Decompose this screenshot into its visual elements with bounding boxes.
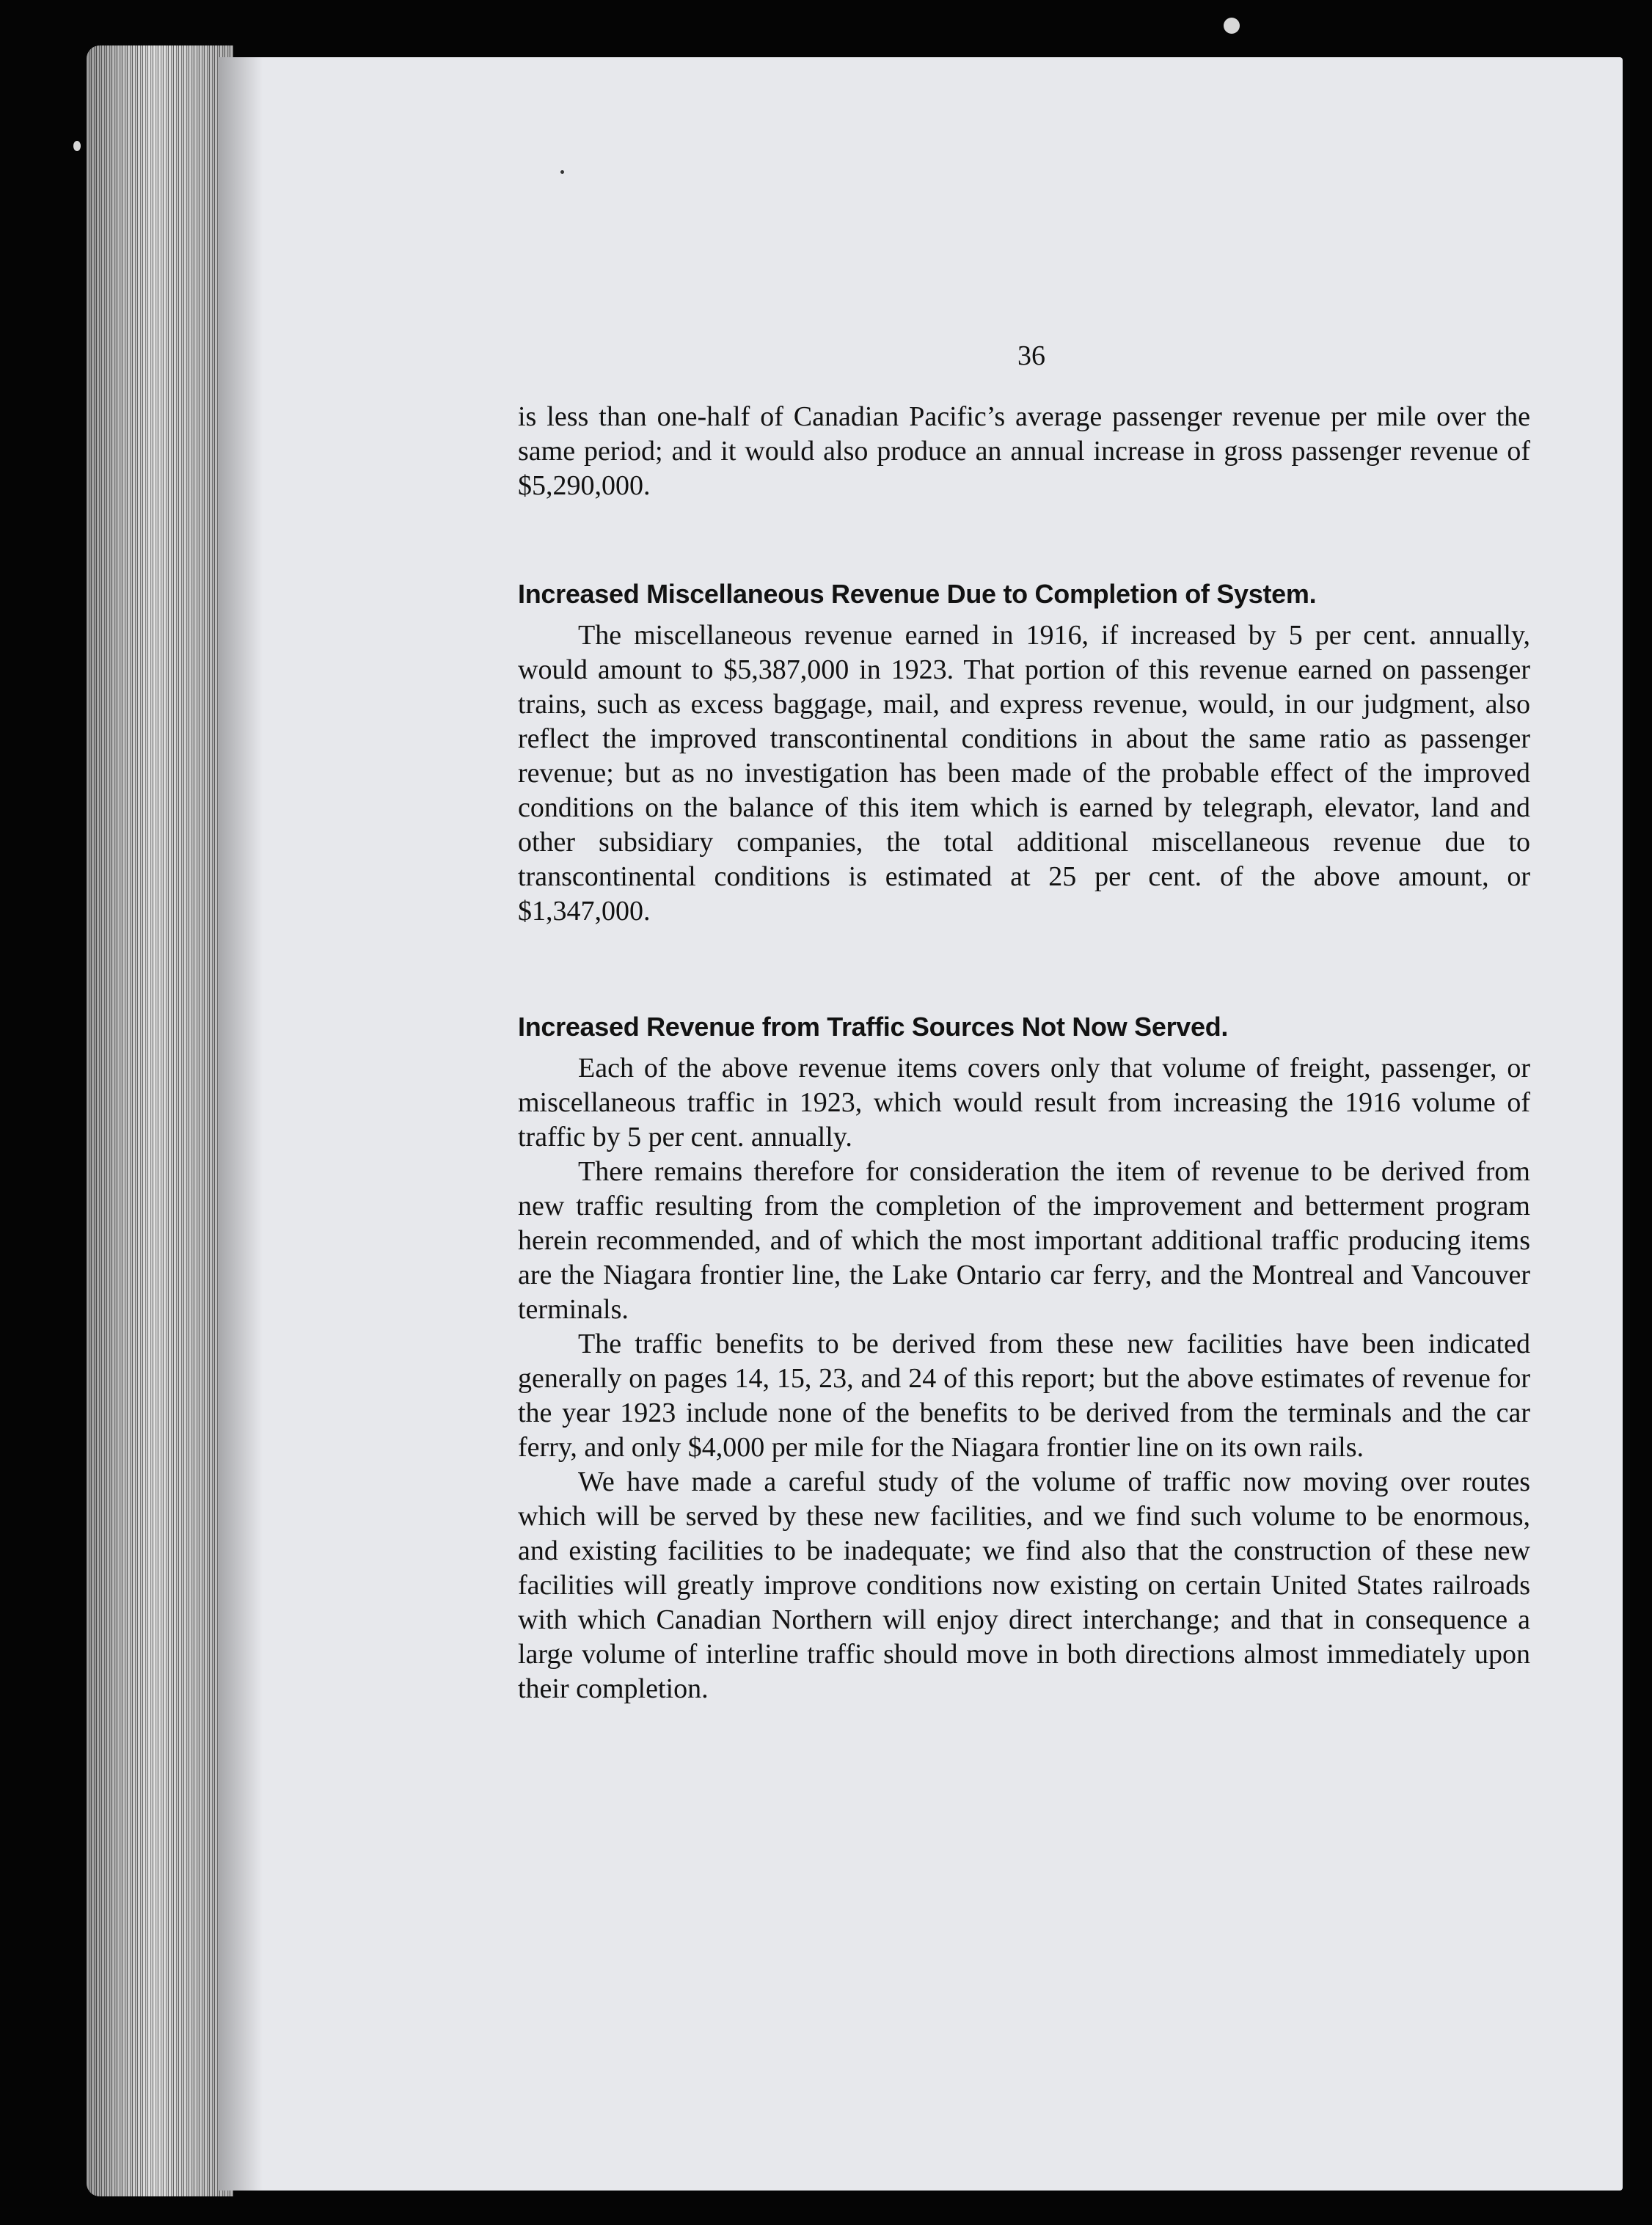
section-heading: Increased Miscellaneous Revenue Due to Completion of System. <box>518 579 1317 609</box>
dust-speck <box>560 170 564 174</box>
paragraph: We have made a careful study of the volume of traffic now moving over routes which will be served by these new facilities, and we find such volume to be enormous, and existing facilities to be inadequate; we find also that the construction of these new facilities will greatly improve conditions now existing on certain United States railroads with which Canadian Northern will enjoy direct interchange; and that in consequence a large volume of interline traffic should move in both directions almost immediately upon their completion. <box>518 1466 1530 1704</box>
paragraph: There remains therefore for consideration the item of revenue to be derived from new traffic resulting from the completion of the improvement and betterment program herein recommended, and of which the most important additional traffic producing items are the Niagara frontier line, the Lake Ontario car ferry, and the Montreal and Vancouver terminals. <box>518 1156 1530 1325</box>
paragraph: Each of the above revenue items covers only that volume of freight, passenger, or miscellaneous traffic in 1923, which would result from increasing the 1916 volume of traffic by 5 per cent. annually. <box>518 1053 1530 1152</box>
paragraph: is less than one-half of Canadian Pacific’s average passenger revenue per mile over the same period; and it would also produce an annual increase in gross passenger revenue of $5,290,000. <box>518 401 1530 501</box>
section-heading: Increased Revenue from Traffic Sources Not Now Served. <box>518 1012 1229 1042</box>
page-text <box>518 339 1530 1706</box>
paragraph: The miscellaneous revenue earned in 1916, if increased by 5 per cent. annually, would amount to $5,387,000 in 1923. That portion of this revenue earned on passenger trains, such as excess baggage, mail, and express revenue, would, in our judgment, also reflect the improved transcontinental conditions in about the same ratio as passenger revenue; but as no investigation has been made of the probable effect of the improved conditions on the balance of this item which is earned by telegraph, elevator, land and other subsidiary companies, the total additional miscellaneous revenue due to transcontinental conditions is estimated at 25 per cent. of the above amount, or $1,347,000. <box>518 620 1530 927</box>
paragraph: The traffic benefits to be derived from these new facilities have been indicated generally on pages 14, 15, 23, and 24 of this report; but the above estimates of revenue for the year 1923 include none of the benefits to be derived from the terminals and the car ferry, and only $4,000 per mile for the Niagara frontier line on its own rails. <box>518 1329 1530 1463</box>
page-edges-shadow <box>87 45 233 2196</box>
dust-speck <box>73 141 81 151</box>
page-gutter-shadow <box>219 57 263 2191</box>
page-number: 36 <box>1017 340 1045 371</box>
dust-speck <box>1224 18 1240 34</box>
